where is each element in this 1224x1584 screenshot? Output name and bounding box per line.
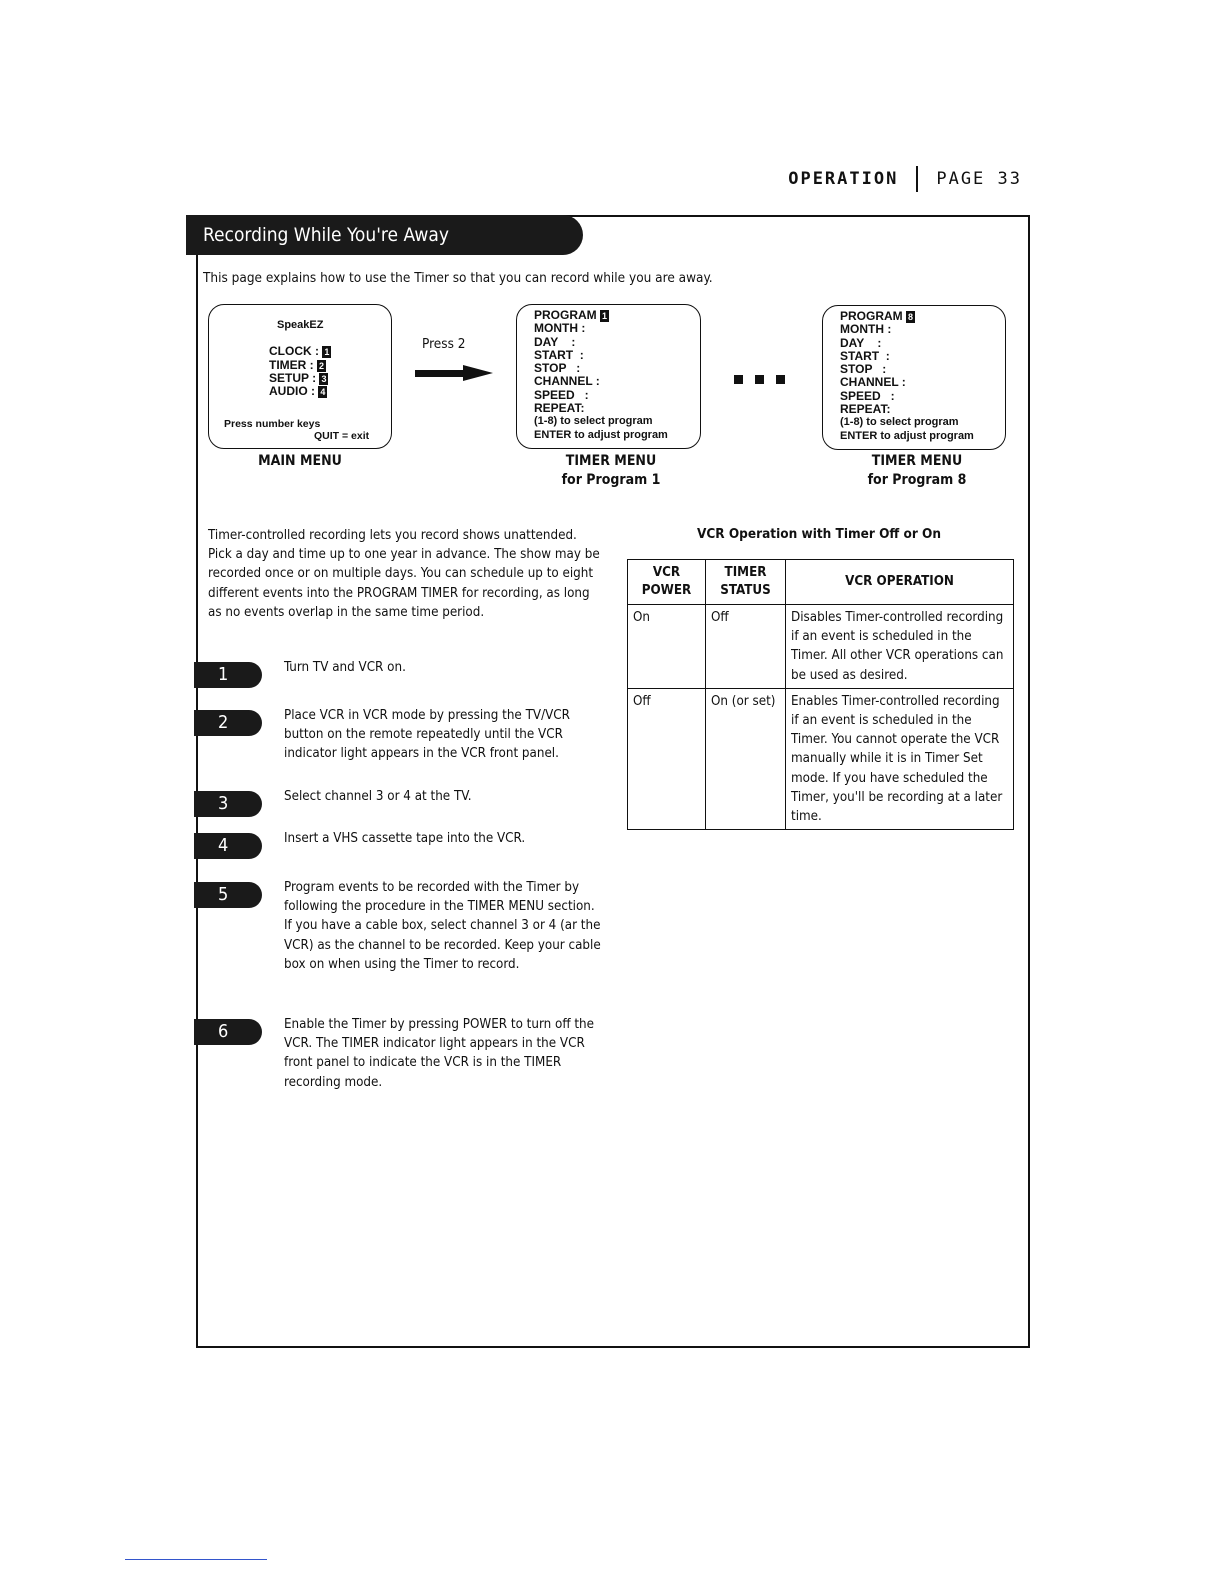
table-row [628, 688, 1014, 829]
timer-menu-1-line: DAY : [534, 334, 576, 349]
menu-item-timer: TIMER : 2 [269, 358, 325, 372]
step-badge-6: 6 [194, 1019, 262, 1045]
timer-menu-8-line: REPEAT: [840, 402, 891, 417]
right-arrow-icon [415, 363, 495, 383]
bottom-rule [125, 1559, 267, 1560]
timer-menu-8-line: STOP : [840, 362, 887, 377]
step-text-3: Select channel 3 or 4 at the TV. [284, 789, 472, 804]
section-name: OPERATION [788, 169, 899, 189]
table-cell: Off [706, 605, 786, 689]
timer-menu-1-line: REPEAT: [534, 401, 585, 416]
step-badge-4: 4 [194, 833, 262, 859]
timer-menu-1-line: ENTER to adjust program [534, 428, 668, 441]
step-text-2: Place VCR in VCR mode by pressing the TV/VCR button on the remote repeatedly until the VCR indicator light appears in the VCR front panel. [284, 708, 570, 762]
press-label: Press 2 [422, 336, 466, 352]
table-cell: Off [628, 688, 706, 829]
timer-menu-8-line: CHANNEL : [840, 375, 906, 390]
step-text-4: Insert a VHS cassette tape into the VCR. [284, 831, 526, 846]
page-header [788, 166, 1022, 192]
step-badge-3: 3 [194, 791, 262, 817]
timer-menu-8-line: MONTH : [840, 322, 892, 337]
ellipsis-icon [734, 375, 785, 384]
timer-menu-8-line: DAY : [840, 335, 882, 350]
header-vcr-power: VCR POWER [628, 560, 706, 605]
timer-menu-8-line: ENTER to adjust program [840, 429, 974, 442]
timer-menu-8-screen [822, 305, 1006, 450]
timer-menu-8-line: SPEED : [840, 388, 895, 403]
menu-item-setup: SETUP : 3 [269, 371, 327, 385]
step-text-1: Turn TV and VCR on. [284, 660, 406, 675]
timer-menu-8-program: PROGRAM 8 [840, 309, 914, 323]
step-badge-1: 1 [194, 662, 262, 688]
menu-item-audio: AUDIO : 4 [269, 384, 326, 398]
step-text-6: Enable the Timer by pressing POWER to turn off the VCR. The TIMER indicator light appears in the VCR front panel to indicate the VCR is in the TIMER recording mode. [284, 1017, 595, 1090]
header-divider [916, 166, 918, 192]
timer-menu-1-line: MONTH : [534, 321, 586, 336]
menu-item-clock: CLOCK : 1 [269, 344, 330, 358]
timer-menu-1-line: SPEED : [534, 387, 589, 402]
table-row [628, 605, 1014, 689]
timer-menu-8-line: START : [840, 348, 890, 363]
main-menu-heading: SpeakEZ [277, 319, 324, 331]
timer-menu-1-line: (1-8) to select program [534, 415, 653, 428]
timer-menu-1-line: STOP : [534, 361, 581, 376]
table-cell: On [628, 605, 706, 689]
main-menu-footer-keys: Press number keys [224, 418, 321, 430]
main-menu-caption: MAIN MENU [258, 453, 342, 469]
main-menu-footer-quit: QUIT = exit [314, 430, 370, 442]
step-badge-2: 2 [194, 710, 262, 736]
table-cell: Enables Timer-controlled recording if an event is scheduled in the Timer. You cannot operate the VCR manually while it is in Timer Set mode. If you have scheduled the Timer, you'll be recording at a later time. [786, 688, 1014, 829]
timer-menu-8-line: (1-8) to select program [840, 416, 959, 429]
timer-menu-1-screen [516, 304, 701, 449]
page-number: PAGE 33 [936, 169, 1022, 189]
timer-menu-1-caption: TIMER MENU [565, 453, 657, 469]
timer-menu-1-line: START : [534, 347, 584, 362]
timer-menu-8-subcaption: for Program 8 [867, 472, 967, 488]
page-title: Recording While You're Away [186, 215, 583, 255]
step-text-5: Program events to be recorded with the Timer by following the procedure in the TIMER MENU section. If you have a cable box, select channel 3 or 4 (ar the VCR) as the channel to be recorded. Keep your cable box on when using the Timer to record. [284, 880, 601, 972]
intro-text: This page explains how to use the Timer so that you can record while you are away. [203, 270, 713, 286]
timer-menu-1-program: PROGRAM 1 [534, 308, 608, 322]
description-text: Timer-controlled recording lets you record shows unattended. Pick a day and time up to one year in advance. The show may be recorded once or on multiple days. You can schedule up to eight different events into the PROGRAM TIMER for recording, as long as no events overlap in the same time period. [208, 528, 600, 620]
header-timer-status: TIMER STATUS [706, 560, 786, 605]
timer-menu-8-caption: TIMER MENU [871, 453, 963, 469]
timer-menu-1-subcaption: for Program 1 [561, 472, 661, 488]
table-header-row [628, 560, 1014, 605]
vcr-operation-table [627, 559, 1014, 830]
step-badge-5: 5 [194, 882, 262, 908]
table-cell: On (or set) [706, 688, 786, 829]
table-title: VCR Operation with Timer Off or On [696, 526, 942, 542]
table-cell: Disables Timer-controlled recording if an event is scheduled in the Timer. All other VCR operations can be used as desired. [786, 605, 1014, 689]
main-menu-screen [208, 304, 392, 449]
timer-menu-1-line: CHANNEL : [534, 374, 600, 389]
header-vcr-operation: VCR OPERATION [786, 560, 1014, 605]
